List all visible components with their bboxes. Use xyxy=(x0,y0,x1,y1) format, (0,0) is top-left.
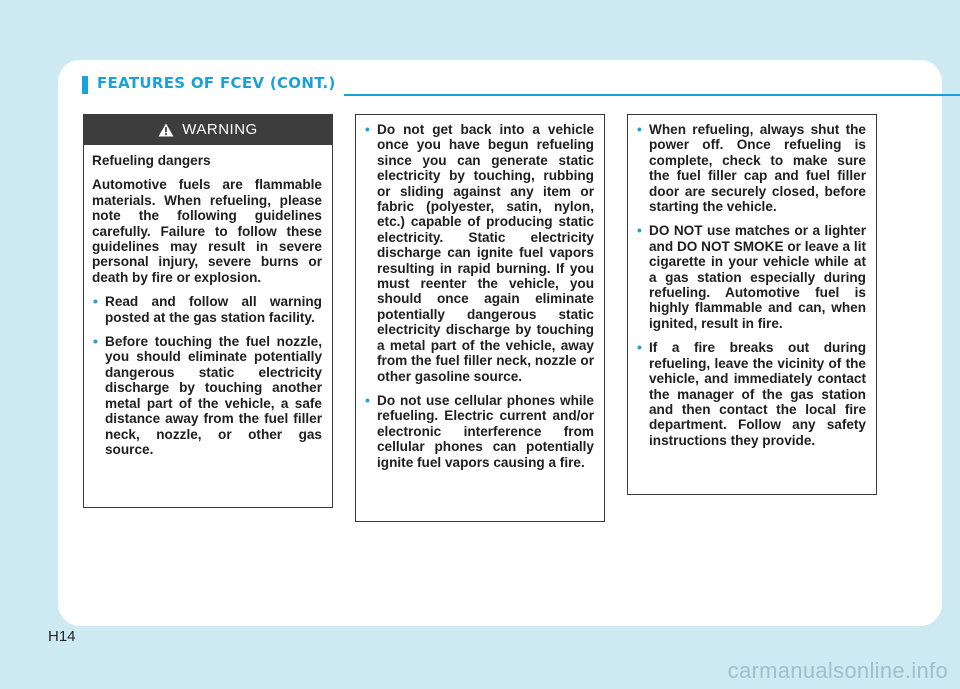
column-2-list xyxy=(364,122,594,470)
warning-icon xyxy=(158,123,174,137)
warning-list xyxy=(92,294,322,457)
list-item: • Read and follow all warning posted at the gas station facility. xyxy=(93,293,322,325)
column-2-box xyxy=(355,114,605,522)
bullet-icon: • xyxy=(93,293,98,310)
watermark: carmanualsonline.info xyxy=(727,658,948,683)
title-accent-bar xyxy=(82,76,88,94)
warning-intro: Automotive fuels are flammable materials. When refueling, please note the following guidelines carefully. Failure to follow these guidelines may result in severe personal injury, severe burns or death by fire or explosion. xyxy=(92,177,322,285)
bullet-icon: • xyxy=(365,391,370,408)
bullet-icon: • xyxy=(637,121,642,137)
warning-header xyxy=(84,115,332,145)
list-item: • If a fire breaks out during refueling, leave the vicinity of the vehicle, and immediately contact the manager of the gas station and then contact the local fire department. Follow any safety instructions they provide. xyxy=(637,339,866,448)
list-item: • Do not get back into a vehicle once you have begun refueling since you can generate static electricity by touching, rubbing or sliding against any item or fabric (polyester, satin, nylon, etc.) capable of producing static electricity. Static electricity discharge can ignite fuel vapors resulting in rapid burning. If you must reenter the vehicle, you should once again eliminate potentially dangerous static electricity discharge by touching a metal part of the vehicle, away from the fuel filler neck, nozzle or other gasoline source. xyxy=(365,121,594,384)
warning-heading: Refueling dangers xyxy=(92,153,211,168)
page-number: H14 xyxy=(48,628,76,645)
warning-box xyxy=(83,114,333,508)
list-item: • Do not use cellular phones while refueling. Electric current and/or electronic interference from cellular phones can potentially ignite fuel vapors causing a fire. xyxy=(365,391,594,470)
bullet-icon: • xyxy=(637,339,642,356)
list-item: • DO NOT use matches or a lighter and DO NOT SMOKE or leave a lit cigarette in your vehicle while at a gas station especially during refueling. Automotive fuel is highly flammable and can, when ignited, result in fire. xyxy=(637,222,866,331)
section-title: FEATURES OF FCEV (CONT.) xyxy=(97,74,336,92)
list-item: • Before touching the fuel nozzle, you should eliminate potentially dangerous static electricity discharge by touching another metal part of the vehicle, a safe distance away from the fuel filler neck, nozzle, or other gas source. xyxy=(93,333,322,457)
list-item: • When refueling, always shut the power off. Once refueling is complete, check to make sure the fuel filler cap and fuel filler door are securely closed, before starting the vehicle. xyxy=(637,121,866,215)
warning-label: WARNING xyxy=(182,121,258,139)
column-3-list xyxy=(636,122,866,448)
bullet-icon: • xyxy=(637,222,642,239)
title-rule xyxy=(344,94,960,96)
column-3-box xyxy=(627,114,877,495)
bullet-icon: • xyxy=(365,121,370,137)
bullet-icon: • xyxy=(93,333,98,350)
